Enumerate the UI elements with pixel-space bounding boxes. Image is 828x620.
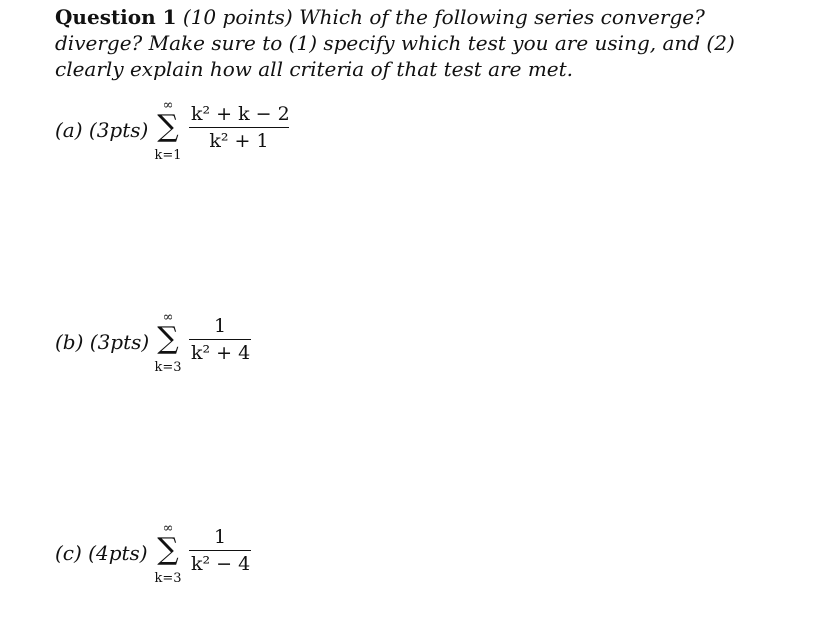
question-prompt [55,4,775,82]
question-label: Question 1 [55,5,177,29]
part-label: (c) (4pts) [55,541,148,565]
sigma-symbol: ∑ [157,109,179,144]
numerator: k² + k − 2 [191,103,290,125]
part-label: (a) (3pts) [55,118,149,142]
part-b [55,310,455,390]
part-label: (b) (3pts) [55,330,150,354]
numerator: 1 [213,315,227,337]
part-c [55,521,455,601]
part-a [55,98,455,178]
denominator: k² + 1 [209,130,269,152]
question-text: (10 points) Which of the following series converge? diverge? Make sure to (1) specify which test you are using, and (2) clearly explain how all criteria of that test are met. [55,5,735,81]
sigma-symbol: ∑ [157,321,179,356]
sum-lower-limit: k=1 [154,148,182,163]
fraction [189,103,289,152]
sum-upper-limit: ∞ [162,98,174,113]
sum-lower-limit: k=3 [154,360,182,375]
sum-upper-limit: ∞ [162,521,174,536]
sigma-symbol: ∑ [157,532,179,567]
numerator: 1 [213,526,227,548]
fraction [189,315,251,364]
fraction [189,526,251,575]
sum-upper-limit: ∞ [162,310,174,325]
denominator: k² + 4 [191,342,251,364]
denominator: k² − 4 [191,553,251,575]
sum-lower-limit: k=3 [154,571,182,586]
